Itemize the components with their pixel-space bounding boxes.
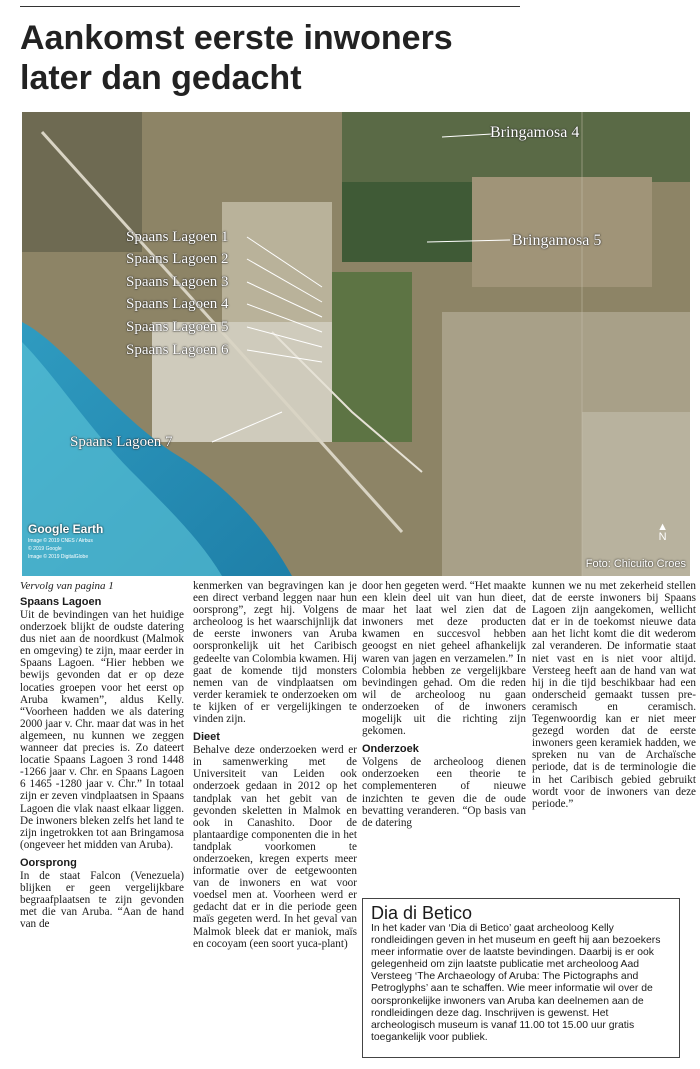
headline: [20, 18, 580, 98]
north-arrow-icon: ▲ N: [657, 521, 668, 543]
label-spaans-lagoen-2: Spaans Lagoen 2: [126, 251, 229, 267]
headline-line-2: later dan gedacht: [20, 59, 302, 97]
article-column-1: [20, 596, 184, 930]
top-rule: [20, 6, 520, 7]
label-spaans-lagoen-5: Spaans Lagoen 5: [126, 319, 229, 335]
photo-credit: Foto: Chicuito Croes: [585, 558, 686, 570]
label-bringamosa-4: Bringamosa 4: [490, 124, 580, 141]
label-spaans-lagoen-1: Spaans Lagoen 1: [126, 229, 229, 245]
box-text: In het kader van ‘Dia di Betico’ gaat archeoloog Kelly rondleidingen geven in het museum en geeft hij aan bezoekers meer informatie over de laatste bevindingen. Daarbij is er ook gelegenheid om zijn laatste publicatie met archeoloog Aad Versteeg ‘The Archaeology of Aruba: The Pictographs and Petroglyphs’ aan te schaffen. Wie meer informatie wil over de oorspronkelijke inwoners van Aruba kan deelnemen aan de rondleidingen deze dag. Inschrijven is gewenst. Het archeologisch museum is vanaf 11.00 tot 15.00 uur gratis toegankelijk voor publiek.: [371, 923, 661, 1043]
imagery-credit-3: Image © 2019 DigitalGlobe: [28, 554, 89, 560]
subheading-oorsprong: Oorsprong: [20, 856, 77, 869]
label-spaans-lagoen-7: Spaans Lagoen 7: [70, 434, 173, 450]
subheading-onderzoek: Onderzoek: [362, 743, 419, 756]
subheading-spaans-lagoen: Spaans Lagoen: [20, 596, 102, 608]
satellite-terrain: [22, 112, 690, 576]
imagery-credit-1: Image © 2019 CNES / Airbus: [28, 538, 93, 544]
article-column-3: [362, 580, 526, 829]
satellite-photo: [22, 112, 690, 576]
label-spaans-lagoen-6: Spaans Lagoen 6: [126, 342, 229, 358]
subheading-dieet: Dieet: [193, 731, 220, 744]
article-column-4: [532, 580, 696, 810]
label-bringamosa-5: Bringamosa 5: [512, 232, 602, 249]
north-label: N: [658, 531, 667, 543]
label-spaans-lagoen-3: Spaans Lagoen 3: [126, 274, 229, 290]
sidebar-box-dia-di-betico: [362, 898, 680, 1058]
continued-from-caption: Vervolg van pagina 1: [20, 580, 114, 592]
article-column-2: [193, 580, 357, 950]
paragraph: In de staat Falcon (Venezuela) blijken er geen vergelijkbare begraafplaatsen te zijn gevonden met die van Aruba. “Aan de hand van de: [20, 869, 184, 931]
paragraph: door hen gegeten werd. “Het maakte een klein deel uit van hun dieet, maar het laat wel zien dat de inwoners met deze producten kwamen en succesvol hebben geoogst en niet geheel afhankelijk waren van jagen en verzamelen.” In Colombia hebben ze vergelijkbare bevindingen gehad. Om die reden wil de archeoloog nu gaan onderzoeken of de inwoners mogelijk uit die richting zijn gekomen.: [362, 580, 527, 738]
google-earth-logo: Google Earth: [28, 522, 104, 536]
paragraph: Uit de bevindingen van het huidige onderzoek blijkt de oudste datering dus niet aan de noordkust (Malmok en omgeving) te zijn, maar eerder in Spaans Lagoen. “Hier hebben we bewijs gevonden dat er op deze locaties groepen voor het eerst op Aruba kwamen”, aldus Kelly. “Voorheen hadden we als datering 2000 jaar v. Chr. maar dat was in het algemeen, nu kunnen we zeggen wanneer dat precies is. Zo dateert locatie Spaans Lagoen 3 rond 1448 -1266 jaar v. Chr. en Spaans Lagoen 6 1465 -1280 jaar v. Chr.” In totaal zijn er zeven vindplaatsen in Spaans Lagoen die vlak naast elkaar liggen. De inwoners bleken zelfs het land te zijn ingetrokken tot aan Bringamosa (ongeveer het midden van Aruba).: [20, 609, 184, 851]
paragraph: Volgens de archeoloog dienen onderzoeken een theorie te complementeren of nieuwe inzichten te geven die de oude bevatting veranderen. “Op basis van de datering: [362, 756, 526, 829]
paragraph: kunnen we nu met zekerheid stellen dat de eerste inwoners bij Spaans Lagoen zijn aangekomen, wellicht dat er in de toekomst nieuwe data aan het licht komt die dit wederom zal veranderen. De informatie staat niet vast en is niet voor altijd. Versteeg heeft aan de hand van wat hij in die tijd beschikbaar had een onderscheid gemaakt tussen pre-ceramisch en ceramisch. Tegenwoordig kan er niet meer gezegd worden dat de eerste inwoners geen keramiek hadden, we spreken nu van de Archaïsche periode, dat is de terminologie die in het Caribisch gebied gebruikt wordt voor de inwoners van deze periode.”: [532, 580, 696, 810]
imagery-credit-2: © 2019 Google: [28, 546, 62, 552]
label-spaans-lagoen-4: Spaans Lagoen 4: [126, 296, 229, 312]
headline-line-1: Aankomst eerste inwoners: [20, 19, 453, 57]
paragraph: Behalve deze onderzoeken werd er in samenwerking met de Universiteit van Leiden ook onderzoek gedaan in 2012 op het tandplak van het gebit van de gevonden skeletten in Malmok en ook in Canashito. Door de plantaardige componenten die in het tandplak voorkomen te onderzoeken, kregen experts meer informatie over de eetgewoonten van de inwoners en wat voor voedsel men at. Voorheen werd er gedacht dat er in die periode geen maïs gegeten werd. In het geval van Malmok bleek dat er maniok, maïs en cocoyam (een soort yuca-plant): [193, 744, 357, 950]
paragraph: kenmerken van begravingen kan je een direct verband leggen naar hun oorsprong”, zegt hij. Volgens de archeoloog is het waarschijnlijk dat de eerste inwoners van Aruba oorspronkelijk uit het Caribisch gedeelte van Colombia kwamen. Hij gaat de komende tijd monsters nemen van de vindplaatsen om verder keramiek te onderzoeken om te kijken of er vergelijkingen te vinden zijn.: [193, 580, 357, 726]
box-title: Dia di Betico: [371, 903, 473, 923]
